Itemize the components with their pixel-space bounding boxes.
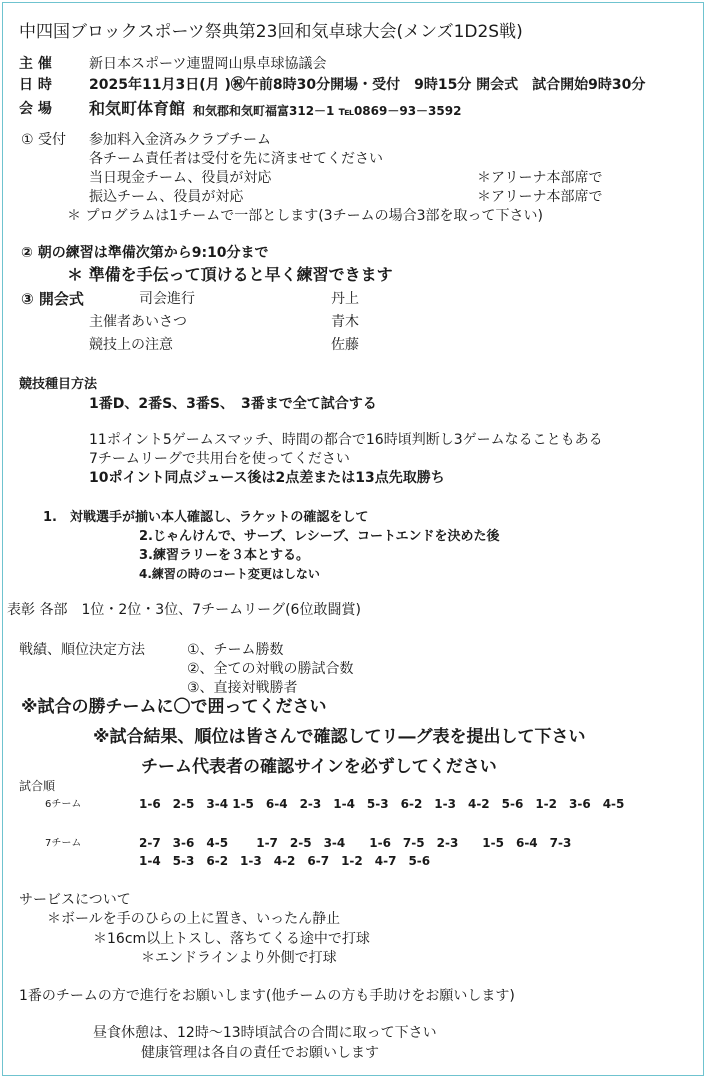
document-title: 中四国ブロックスポーツ祭典第23回和気卓球大会(メンズ1D2S戦) [19, 22, 523, 42]
match-rule-2: 2.じゃんけんで、サーブ、レシーブ、コートエンドを決めた後 [139, 529, 500, 544]
venue-name: 和気町体育館 [89, 99, 186, 118]
competition-format: 11ポイント5ゲームスマッチ、時間の都合で16時頃判断し3ゲームなることもある [89, 432, 603, 448]
seven-team-label: 7チーム [45, 838, 82, 849]
venue-label: 会 場 [19, 101, 52, 117]
reception-line-2: 各チーム責任者は受付を先に済ませてください [89, 151, 383, 167]
opening-heading: ③ 開会式 [21, 290, 84, 308]
practice-heading: ② 朝の練習は準備次第から9:10分まで [21, 245, 269, 261]
practice-note: ＊ 準備を手伝って頂けると早く練習できます [67, 265, 393, 284]
reception-line-1: 参加料入金済みクラブチーム [89, 132, 271, 148]
opening-person: 佐藤 [331, 337, 359, 353]
tournament-notice-document [2, 2, 704, 1076]
health-note: 健康管理は各自の責任でお願いします [141, 1045, 379, 1061]
service-heading: サービスについて [19, 892, 131, 908]
datetime-value: 2025年11月3日(月 )㊗午前8時30分開場・受付 9時15分 開会式 試合開始9時30分 [89, 77, 646, 93]
program-note: ＊ プログラムは1チームで一部とします(3チームの場合3部を取って下さい) [67, 208, 543, 224]
notice-submit-results: ※試合結果、順位は皆さんで確認してリ―グ表を提出して下さい [93, 727, 586, 747]
lunch-note: 昼食休憩は、12時～13時頃試合の合間に取って下さい [93, 1025, 437, 1041]
six-team-matches: 1-6 2-5 3-4 1-5 6-4 2-3 1-4 5-3 6-2 1-3 4-2 5-6 1-2 3-6 4-5 [139, 797, 625, 811]
awards-line: 表彰 各部 1位・2位・3位、7チームリーグ(6位敢闘賞) [7, 602, 361, 618]
ranking-label: 戦績、順位決定方法 [19, 642, 145, 658]
six-team-label: 6チーム [45, 799, 82, 810]
opening-role: 主催者あいさつ [89, 314, 187, 330]
ranking-item: ③、直接対戦勝者 [187, 680, 298, 696]
competition-order: 1番D、2番S、3番S、 3番まで全て試合する [89, 396, 377, 412]
reception-line-3: 当日現金チーム、役員が対応 [89, 170, 272, 186]
venue-address: 和気郡和気町福富312－1 ℡0869－93－3592 [193, 104, 462, 118]
organizer-value: 新日本スポーツ連盟岡山県卓球協議会 [89, 56, 327, 72]
competition-deuce: 10ポイント同点ジュース後は2点差または13点先取勝ち [89, 470, 445, 486]
reception-line-3-note: ＊アリーナ本部席で [477, 170, 603, 186]
opening-role: 司会進行 [139, 291, 195, 307]
match-rule-1: 1. 対戦選手が揃い本人確認し、ラケットの確認をして [43, 510, 369, 525]
match-rule-3: 3.練習ラリーを３本とする。 [139, 548, 309, 563]
notice-circle-winner: ※試合の勝チームに〇で囲ってください [21, 697, 327, 717]
organizer-label: 主 催 [19, 56, 52, 72]
reception-line-4: 振込チーム、役員が対応 [89, 189, 244, 205]
ranking-item: ①、チーム勝数 [187, 642, 284, 658]
match-rule-4: 4.練習の時のコート変更はしない [139, 567, 320, 581]
reception-number: ① 受付 [21, 132, 67, 148]
opening-person: 青木 [331, 314, 359, 330]
service-rule-1: ＊ボールを手のひらの上に置き、いったん静止 [47, 911, 341, 927]
notice-sign: チーム代表者の確認サインを必ずしてください [141, 757, 497, 777]
reception-line-4-note: ＊アリーナ本部席で [477, 189, 603, 205]
opening-role: 競技上の注意 [89, 337, 173, 353]
service-rule-2: ＊16cm以上トスし、落ちてくる途中で打球 [93, 931, 370, 947]
competition-heading: 競技種目方法 [19, 377, 98, 392]
competition-tables: 7チームリーグで共用台を使ってください [89, 451, 350, 467]
ranking-item: ②、全ての対戦の勝試合数 [187, 661, 354, 677]
seven-team-matches-2: 1-4 5-3 6-2 1-3 4-2 6-7 1-2 4-7 5-6 [139, 854, 431, 868]
opening-person: 丹上 [331, 291, 359, 307]
seven-team-matches-1: 2-7 3-6 4-5 1-7 2-5 3-4 1-6 7-5 2-3 1-5 6-4 7-3 [139, 836, 572, 850]
datetime-label: 日 時 [19, 77, 52, 93]
progress-note: 1番のチームの方で進行をお願いします(他チームの方も手助けをお願いします) [19, 988, 515, 1004]
match-order-heading: 試合順 [19, 779, 56, 793]
service-rule-3: ＊エンドラインより外側で打球 [141, 950, 337, 966]
